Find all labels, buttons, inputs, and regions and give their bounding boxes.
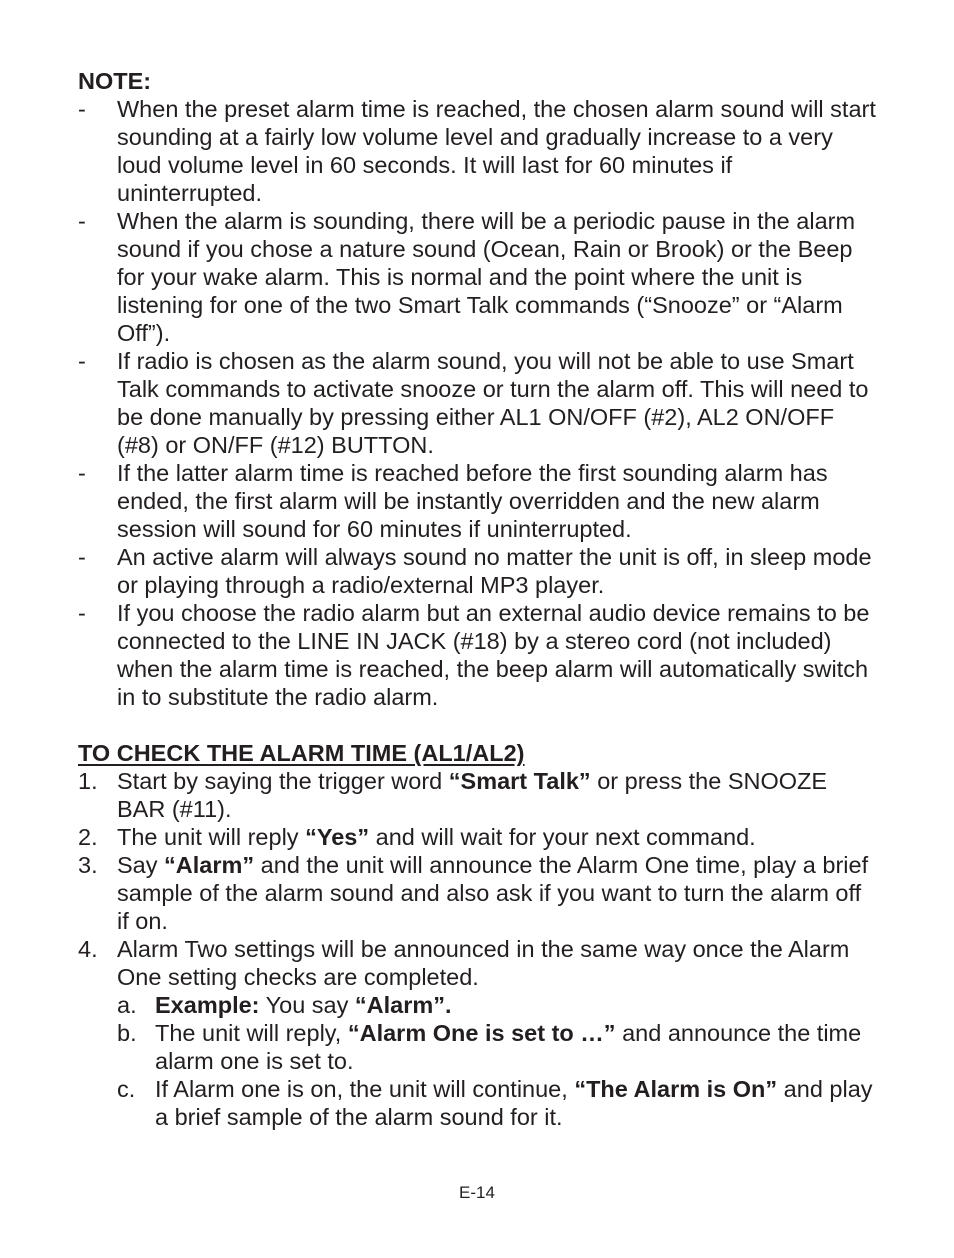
note-text: When the alarm is sounding, there will be a periodic pause in the alarm sound if you chose a nature sound (Ocean, Rain or Brook) or the Beep for your wake alarm. This is normal and the point where the unit is listening for one of the two Smart Talk commands (“Snooze” or “Alarm Off”). [117,208,856,346]
sub-step-text: You say [259,992,355,1018]
dash-marker: - [78,544,86,570]
sub-step-item [78,1019,878,1075]
step-quote: “Yes” [305,824,370,850]
step-item [78,851,878,935]
note-heading: NOTE: [78,68,152,94]
sub-step-item [78,991,878,1019]
note-list [78,95,878,711]
sub-step-label: Example: [155,992,260,1018]
dash-marker: - [78,348,86,374]
step-text: The unit will reply [117,824,306,850]
sub-step-text: and play a brief sample of the alarm sound for it. [155,1076,873,1130]
step-item [78,935,878,991]
note-item [78,459,878,543]
dash-marker: - [78,600,86,626]
note-item [78,207,878,347]
manual-page [78,67,878,1131]
sub-step-letter: c. [117,1076,136,1102]
sub-step-text: If Alarm one is on, the unit will continue, [155,1076,575,1102]
steps-list [78,767,878,1131]
section-spacer [78,711,878,739]
step-text: and the unit will announce the Alarm One time, play a brief sample of the alarm sound and also ask if you want to turn the alarm off if on. [117,852,869,934]
sub-step-letter: a. [117,992,137,1018]
step-quote: “Smart Talk” [448,768,591,794]
step-number: 4. [78,936,98,962]
page-number: E-14 [459,1183,495,1202]
dash-marker: - [78,96,86,122]
check-alarm-heading: TO CHECK THE ALARM TIME (AL1/AL2) [78,740,525,766]
sub-step-quote: “Alarm One is set to …” [347,1020,616,1046]
dash-marker: - [78,208,86,234]
dash-marker: - [78,460,86,486]
step-item [78,767,878,823]
sub-step-quote: “Alarm”. [354,992,452,1018]
step-text: Say [117,852,165,878]
step-text: and will wait for your next command. [369,824,756,850]
step-quote: “Alarm” [164,852,255,878]
note-text: An active alarm will always sound no matter the unit is off, in sleep mode or playing through a radio/external MP3 player. [117,544,872,598]
step-item [78,823,878,851]
note-text: When the preset alarm time is reached, the chosen alarm sound will start sounding at a fairly low volume level and gradually increase to a very loud volume level in 60 seconds. It will last for 60 minutes if uninterrupted. [117,96,876,206]
sub-step-item [78,1075,878,1131]
note-item [78,95,878,207]
step-number: 1. [78,768,98,794]
step-number: 2. [78,824,98,850]
sub-step-letter: b. [117,1020,137,1046]
note-item [78,599,878,711]
note-item [78,543,878,599]
step-text: or press the SNOOZE BAR (#11). [117,768,828,822]
sub-step-text: and announce the time alarm one is set to. [155,1020,862,1074]
step-number: 3. [78,852,98,878]
sub-step-quote: “The Alarm is On” [574,1076,778,1102]
note-text: If you choose the radio alarm but an external audio device remains to be connected to the LINE IN JACK (#18) by a stereo cord (not included) when the alarm time is reached, the beep alarm will automatically switch in to substitute the radio alarm. [117,600,870,710]
note-text: If the latter alarm time is reached before the first sounding alarm has ended, the first alarm will be instantly overridden and the new alarm session will sound for 60 minutes if uninterrupted. [117,460,828,542]
note-item [78,347,878,459]
step-text: Alarm Two settings will be announced in the same way once the Alarm One setting checks are completed. [117,936,850,990]
sub-step-text: The unit will reply, [155,1020,348,1046]
note-text: If radio is chosen as the alarm sound, you will not be able to use Smart Talk commands to activate snooze or turn the alarm off. This will need to be done manually by pressing either AL1 ON/OFF (#2), AL2 ON/OFF (#8) or ON/FF (#12) BUTTON. [117,348,869,458]
step-text: Start by saying the trigger word [117,768,449,794]
